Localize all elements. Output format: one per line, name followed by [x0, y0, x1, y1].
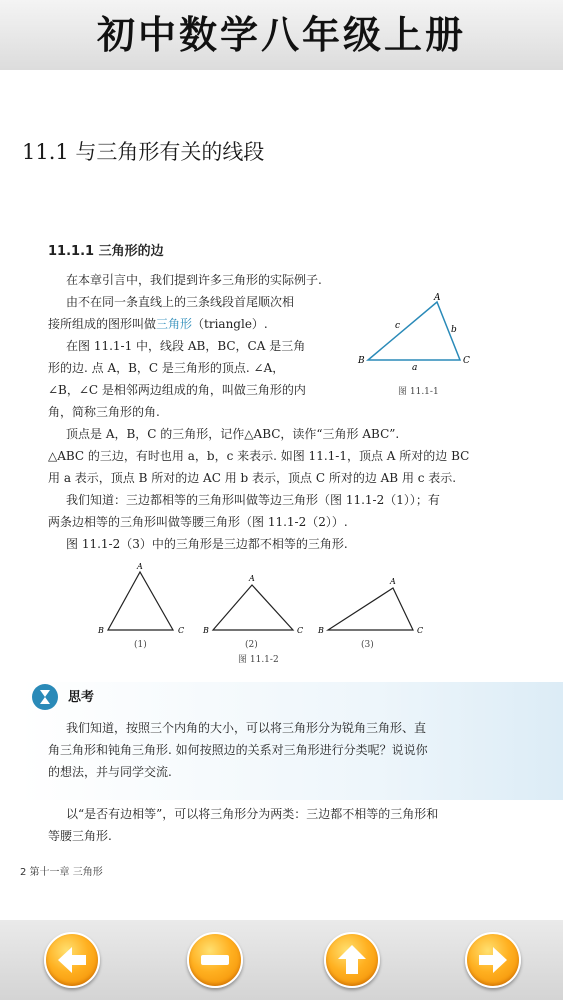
book-title: 初中数学八年级上册 — [96, 13, 466, 57]
vertex-label-c: C — [178, 626, 185, 635]
triangle-abc — [368, 302, 460, 360]
side-label-b: b — [451, 325, 457, 335]
scalene-triangle — [328, 588, 413, 630]
next-page-button[interactable] — [465, 932, 521, 988]
paragraph-line: 用 a 表示，顶点 B 所对的边 AC 用 b 表示，顶点 C 所对的边 AB 用 c 表示. — [48, 471, 457, 485]
figure-caption: 图 11.1-2 — [238, 655, 279, 665]
paragraph-line: 由不在同一条直线上的三条线段首尾顺次相 — [66, 295, 295, 309]
paragraph-line: ∠B，∠C 是相邻两边组成的角，叫做三角形的内 — [48, 383, 306, 397]
vertex-label-b: B — [203, 626, 209, 635]
think-title: 思考 — [68, 690, 95, 705]
paragraph-line: 在本章引言中，我们提到许多三角形的实际例子. — [66, 273, 322, 287]
paragraph-line: 顶点是 A，B，C 的三角形，记作△ABC，读作“三角形 ABC”. — [66, 427, 400, 441]
vertex-label-a: A — [249, 574, 255, 583]
minimize-button[interactable] — [187, 932, 243, 988]
side-label-c: c — [395, 321, 401, 331]
paragraph-line: 角，简称三角形的角. — [48, 405, 160, 419]
paragraph-line: 接所组成的图形叫做三角形（triangle）. — [48, 317, 268, 331]
paragraph-line: 形的边. 点 A，B，C 是三角形的顶点. ∠A， — [48, 361, 285, 375]
subsection-title: 11.1.1 三角形的边 — [48, 244, 164, 259]
vertex-label-c: C — [297, 626, 304, 635]
vertex-label-c: C — [417, 626, 424, 635]
side-label-a: a — [412, 363, 418, 372]
figure-11-1-2 — [90, 560, 440, 642]
scroll-up-button[interactable] — [324, 932, 380, 988]
equilateral-triangle — [108, 572, 173, 630]
book-page — [0, 70, 563, 920]
vertex-label-a: A — [434, 293, 441, 303]
figure-caption: 图 11.1-1 — [398, 387, 439, 397]
sub-caption-2: (2) — [245, 640, 258, 650]
page-footer: 2 第十一章 三角形 — [20, 867, 103, 878]
vertex-label-a: A — [137, 562, 143, 571]
vertex-label-b: B — [358, 356, 365, 366]
paragraph-line: 在图 11.1-1 中，线段 AB，BC，CA 是三角 — [66, 339, 306, 353]
think-line: 角三角形和钝角三角形. 如何按照边的关系对三角形进行分类呢？说说你 — [48, 743, 428, 757]
app-header — [0, 0, 563, 71]
figure-11-1-1 — [350, 292, 480, 372]
sub-caption-3: (3) — [361, 640, 374, 650]
paragraph-line: 我们知道：三边都相等的三角形叫做等边三角形（图 11.1-2（1））；有 — [66, 493, 440, 507]
minus-icon — [189, 934, 241, 986]
arrow-left-icon — [46, 934, 98, 986]
sub-caption-1: (1) — [134, 640, 147, 650]
think-line: 的想法，并与同学交流. — [48, 765, 172, 779]
term-triangle: 三角形 — [156, 317, 193, 331]
section-title: 11.1 与三角形有关的线段 — [22, 140, 265, 164]
vertex-label-b: B — [318, 626, 324, 635]
paragraph-line: 等腰三角形. — [48, 829, 112, 843]
paragraph-line: 以“是否有边相等”，可以将三角形分为两类：三边都不相等的三角形和 — [66, 807, 439, 821]
arrow-up-icon — [326, 934, 378, 986]
arrow-right-icon — [467, 934, 519, 986]
isosceles-triangle — [213, 585, 293, 630]
vertex-label-c: C — [463, 356, 470, 366]
vertex-label-a: A — [390, 577, 396, 586]
paragraph-line: 两条边相等的三角形叫做等腰三角形（图 11.1-2（2））. — [48, 515, 348, 529]
paragraph-line: 图 11.1-2（3）中的三角形是三边都不相等的三角形. — [66, 537, 348, 551]
prev-page-button[interactable] — [44, 932, 100, 988]
vertex-label-b: B — [98, 626, 104, 635]
think-line: 我们知道，按照三个内角的大小，可以将三角形分为锐角三角形、直 — [66, 721, 427, 735]
think-icon — [32, 684, 58, 710]
paragraph-line: △ABC 的三边，有时也用 a，b，c 来表示. 如图 11.1-1，顶点 A 所对的边 BC — [48, 449, 470, 463]
